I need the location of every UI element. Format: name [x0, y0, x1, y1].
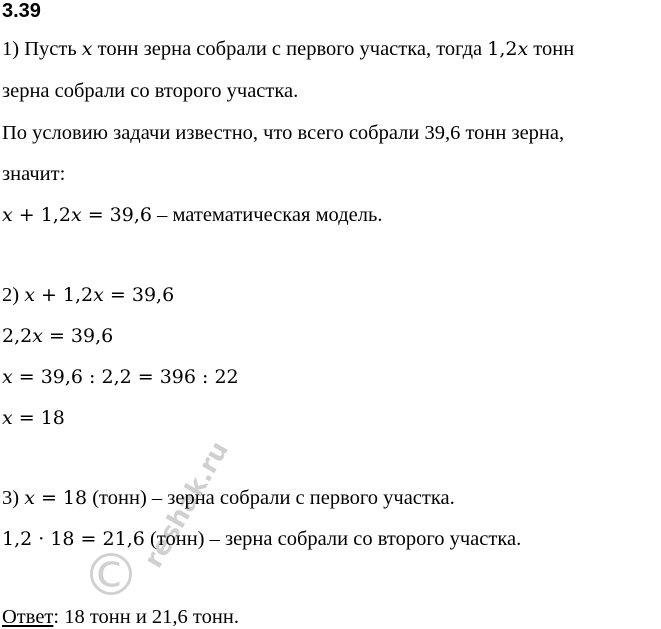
part1-line1-a: 1) Пусть	[2, 38, 82, 60]
part2-eq1-x2: x	[93, 284, 104, 306]
part3-line1	[2, 486, 455, 510]
model-var-x-2: x	[70, 204, 82, 226]
part3-line1-text: (тонн) – зерна собрали с первого участка.	[87, 487, 455, 509]
part2-eq3-b: = 39,6 : 2,2 = 396 : 22	[12, 366, 239, 388]
part3-line2-text: (тонн) – зерна собрали со второго участка.	[144, 528, 522, 550]
part2-eq2-a: 2,2	[2, 325, 33, 347]
coef: 1,2	[487, 38, 518, 60]
part2-eq1-b: + 1,2	[34, 284, 94, 306]
answer-text: : 18 тонн и 21,6 тонн.	[53, 606, 239, 628]
part2-eq2-c: = 39,6	[42, 325, 114, 347]
part1-line1	[2, 37, 574, 61]
part2-eq1-x: x	[24, 284, 35, 306]
part2-eq4	[2, 406, 65, 430]
part1-line3: По условию задачи известно, что всего собрали 39,6 тонн зерна,	[2, 122, 565, 144]
part3-line2	[2, 527, 521, 551]
part3-eq1-b: = 18	[34, 487, 88, 509]
copyright-icon: ©	[82, 541, 140, 609]
answer-line	[2, 605, 239, 629]
part2-eq1-d: = 39,6	[103, 284, 175, 306]
part2-eq3	[2, 365, 239, 389]
part1-line1-c: тонн	[528, 38, 575, 60]
math-model-line	[2, 203, 382, 227]
answer-label: Ответ	[2, 606, 54, 628]
part2-eq4-b: = 18	[12, 407, 65, 429]
var-x: x	[81, 38, 93, 60]
watermark-text: reshak.ru	[138, 436, 235, 574]
var-x: x	[517, 38, 529, 60]
part2-eq2-x: x	[32, 325, 43, 347]
part3-eq1-x: x	[24, 487, 35, 509]
part2-eq1	[2, 283, 174, 307]
part1-line4: значит:	[2, 163, 66, 185]
part3-label: 3)	[2, 487, 25, 509]
part2-eq3-x: x	[2, 366, 13, 388]
model-var-x: x	[2, 204, 13, 226]
model-text: – математическая модель.	[151, 204, 383, 226]
part2-eq4-x: x	[2, 407, 13, 429]
part1-line2: зерна собрали со второго участка.	[2, 80, 299, 102]
part2-label: 2)	[2, 284, 25, 306]
model-eq-b: + 1,2	[12, 204, 71, 226]
part2-eq2	[2, 324, 113, 348]
problem-number: 3.39	[2, 0, 41, 22]
model-eq-d: = 39,6	[81, 204, 152, 226]
part3-eq2: 1,2 · 18 = 21,6	[2, 528, 145, 550]
part1-line1-b: тонн зерна собрали с первого участка, тогда	[92, 38, 488, 60]
